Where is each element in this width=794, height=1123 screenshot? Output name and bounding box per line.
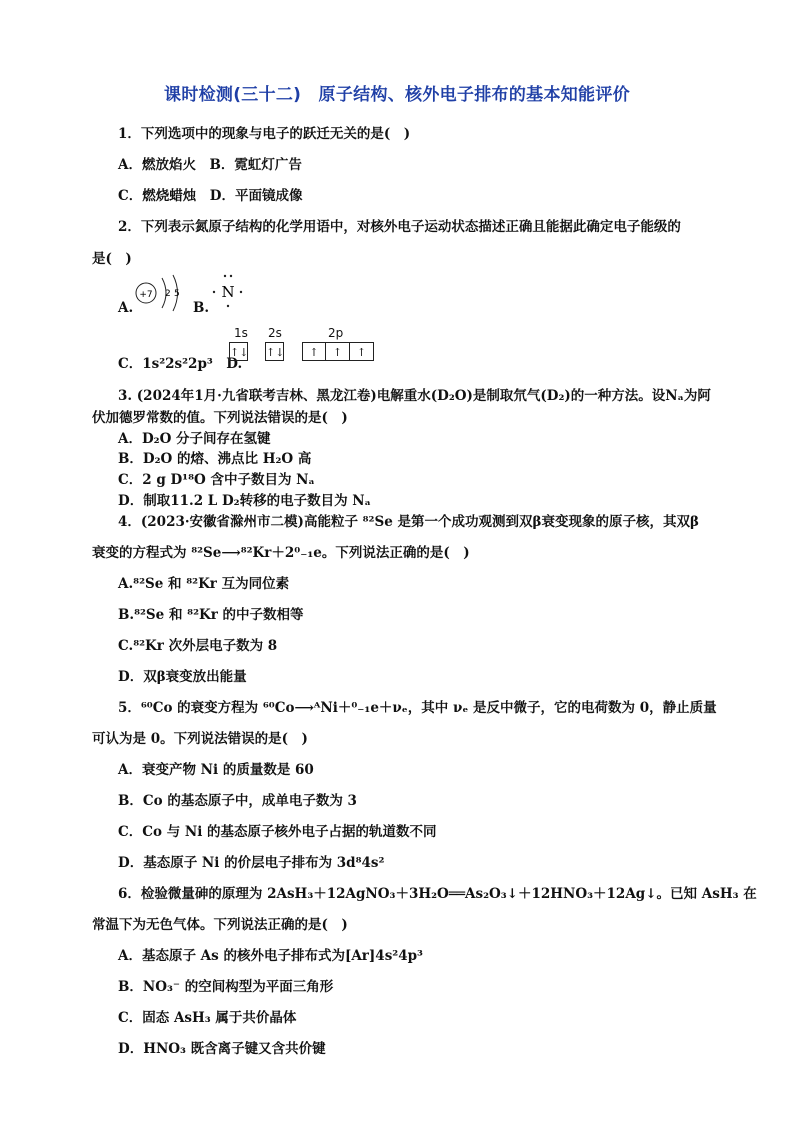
q4-option-a: A.⁸²Se 和 ⁸²Kr 互为同位素: [118, 576, 290, 592]
shell-1-electrons: 2: [165, 289, 171, 299]
up-arrow-icon: ↑: [326, 342, 350, 361]
orbital-label-2p: 2p: [328, 326, 344, 340]
q2-stem-line2: 是( ): [92, 251, 132, 267]
q4-option-c: C.⁸²Kr 次外层电子数为 8: [118, 638, 278, 654]
up-arrow-icon: ↑: [350, 342, 374, 361]
q3-stem-line2: 伏加德罗常数的值。下列说法错误的是( ): [92, 410, 348, 426]
q1-options-cd: C．燃烧蜡烛 D．平面镜成像: [118, 188, 303, 204]
q3-option-d: D．制取11.2 L D₂转移的电子数目为 Nₐ: [118, 493, 371, 509]
q5-option-d: D．基态原子 Ni 的价层电子排布为 3d⁸4s²: [118, 855, 385, 871]
orbital-box-2p: [302, 342, 374, 361]
q4-stem-line1: 4．(2023·安徽省滁州市二模)高能粒子 ⁸²Se 是第一个成功观测到双β衰变现象的原子核，其双β: [118, 514, 699, 530]
q6-option-d: D．HNO₃ 既含离子键又含共价键: [118, 1041, 326, 1057]
q5-option-a: A．衰变产物 Ni 的质量数是 60: [118, 762, 314, 778]
q6-stem-line2: 常温下为无色气体。下列说法正确的是( ): [92, 917, 348, 933]
q5-option-b: B．Co 的基态原子中，成单电子数为 3: [118, 793, 357, 809]
q3-option-c: C．2 g D¹⁸O 含中子数目为 Nₐ: [118, 472, 315, 488]
dot: [224, 275, 226, 277]
q5-option-c: C．Co 与 Ni 的基态原子核外电子占据的轨道数不同: [118, 824, 437, 840]
dot: [227, 305, 229, 307]
dot: [213, 291, 215, 293]
up-down-arrow-icon: ↑↓: [229, 342, 248, 361]
up-arrow-icon: ↑: [302, 342, 326, 361]
q1-options-ab: A．燃放焰火 B．霓虹灯广告: [118, 157, 302, 173]
q3-option-a: A．D₂O 分子间存在氢键: [118, 431, 271, 447]
q6-option-b: B．NO₃⁻ 的空间构型为平面三角形: [118, 979, 334, 995]
orbital-label-2s: 2s: [268, 326, 282, 340]
q1-stem: 1．下列选项中的现象与电子的跃迁无关的是( ): [118, 126, 411, 142]
q6-stem-line1: 6．检验微量砷的原理为 2AsH₃＋12AgNO₃＋3H₂O══As₂O₃↓＋12HNO₃＋12Ag↓。已知 AsH₃ 在: [118, 886, 757, 902]
q4-option-b: B.⁸²Se 和 ⁸²Kr 的中子数相等: [118, 607, 304, 623]
q5-stem-line2: 可认为是 0。下列说法错误的是( ): [92, 731, 308, 747]
q4-stem-line2: 衰变的方程式为 ⁸²Se⟶⁸²Kr＋2⁰₋₁e。下列说法正确的是( ): [92, 545, 470, 561]
dot: [240, 291, 242, 293]
orbital-box-1s: [229, 342, 248, 361]
shell-2-electrons: 5: [174, 289, 180, 299]
up-down-arrow-icon: ↑↓: [265, 342, 284, 361]
orbital-box-2s: [265, 342, 284, 361]
lewis-symbol: N: [221, 283, 235, 301]
q2-option-b-label: B.: [193, 300, 210, 316]
q2-option-a-label: A.: [118, 300, 134, 316]
q5-stem-line1: 5．⁶⁰Co 的衰变方程为 ⁶⁰Co⟶ᴬNi＋⁰₋₁e＋νₑ，其中 νₑ 是反中微子，它的电荷数为 0，静止质量: [118, 700, 717, 716]
q3-stem-line1: 3. (2024年1月·九省联考吉林、黑龙江卷)电解重水(D₂O)是制取氘气(D₂)的一种方法。设Nₐ为阿: [118, 388, 711, 404]
nucleus-charge: +7: [139, 290, 153, 300]
q2-stem-line1: 2．下列表示氮原子结构的化学用语中，对核外电子运动状态描述正确且能据此确定电子能级的: [118, 219, 681, 235]
page-title: 课时检测(三十二) 原子结构、核外电子排布的基本知能评价: [164, 85, 630, 105]
orbital-label-1s: 1s: [234, 326, 248, 340]
q4-option-d: D．双β衰变放出能量: [118, 669, 247, 685]
q6-option-c: C．固态 AsH₃ 属于共价晶体: [118, 1010, 297, 1026]
dot: [230, 275, 232, 277]
q6-option-a: A．基态原子 As 的核外电子排布式为[Ar]4s²4p³: [118, 948, 423, 964]
q2-options-cd: C．1s²2s²2p³ D.: [118, 356, 243, 372]
lewis-dot-structure: [208, 270, 248, 312]
atom-structure-diagram: [134, 272, 194, 314]
q3-option-b: B．D₂O 的熔、沸点比 H₂O 高: [118, 451, 312, 467]
